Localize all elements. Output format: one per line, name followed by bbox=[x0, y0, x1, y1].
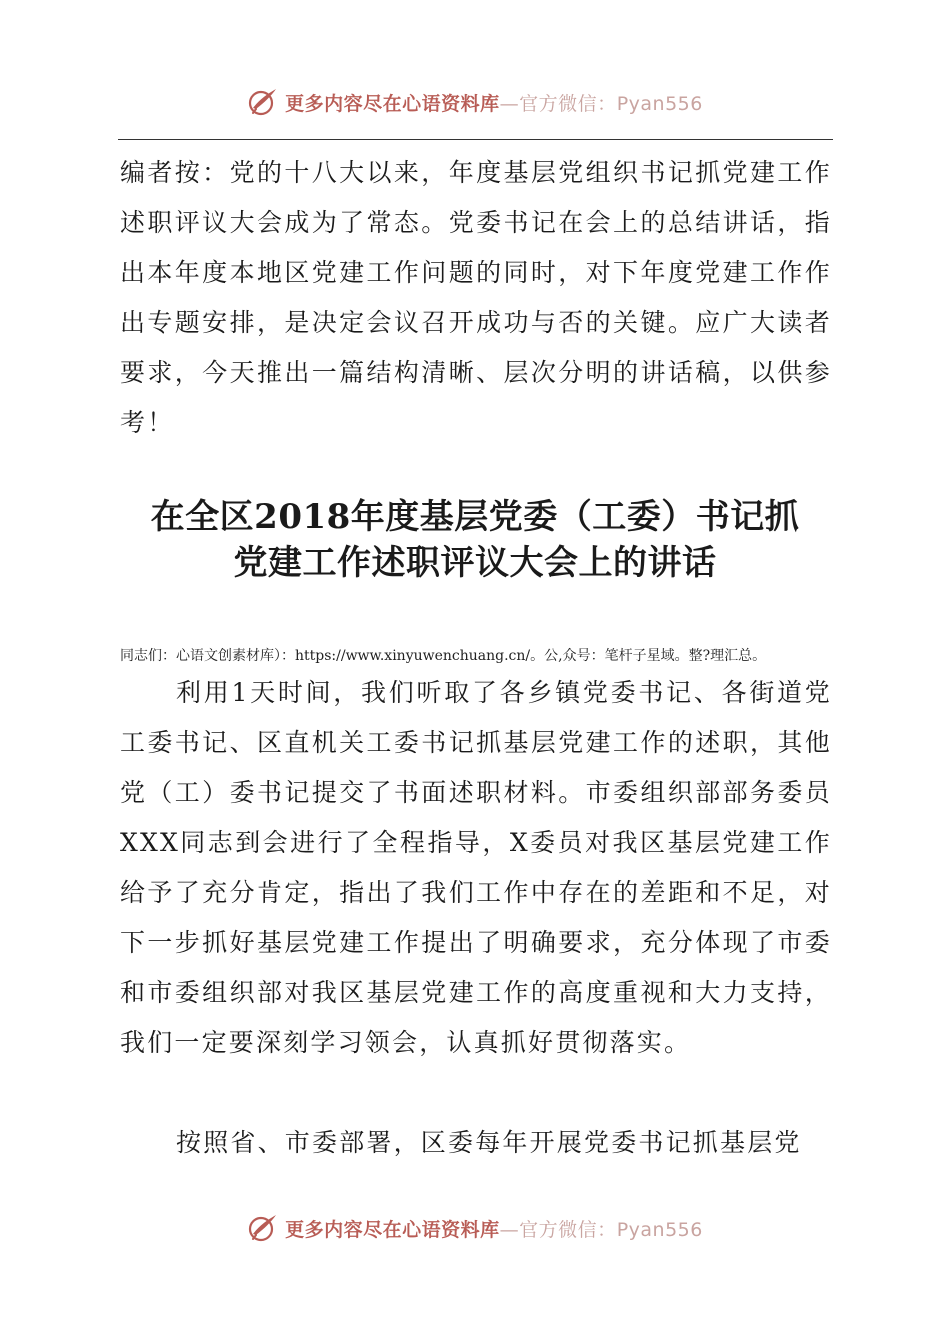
footer-label: 官方微信： bbox=[519, 1218, 617, 1241]
footer-banner-text bbox=[285, 1215, 703, 1242]
editor-note: 编者按：党的十八大以来，年度基层党组织书记抓党建工作述职评议大会成为了常态。党委书记在会上的总结讲话，指出本年度本地区党建工作问题的同时，对下年度党建工作作出专题安排，是决定会议召开成功与否的关键。应广大读者要求，今天推出一篇结构清晰、层次分明的讲话稿，以供参考！ bbox=[120, 158, 832, 437]
title-line-2: 党建工作述职评议大会上的讲话 bbox=[233, 543, 717, 583]
salutation-line: 同志们：心语文创素材库）：https://www.xinyuwenchuang.cn/。公,众号：笔杆子星域。整?理汇总。 bbox=[120, 648, 767, 664]
body-paragraph-1: 利用1天时间，我们听取了各乡镇党委书记、各街道党工委书记、区直机关工委书记抓基层党建工作的述职，其他党（工）委书记提交了书面述职材料。市委组织部部务委员XXX同志到会进行了全程指导，X委员对我区基层党建工作给予了充分肯定，指出了我们工作中存在的差距和不足，对下一步抓好基层党建工作提出了明确要求，充分体现了市委和市委组织部对我区基层党建工作的高度重视和大力支持，我们一定要深刻学习领会，认真抓好贯彻落实。 bbox=[120, 678, 832, 1057]
header-divider bbox=[118, 139, 833, 140]
header-label: 官方微信： bbox=[519, 92, 617, 115]
header-banner bbox=[0, 82, 950, 122]
quill-pen-logo-icon bbox=[247, 1212, 279, 1244]
header-handle: Pyan556 bbox=[616, 92, 703, 115]
header-brand: 更多内容尽在心语资料库 bbox=[285, 92, 500, 115]
footer-banner bbox=[0, 1208, 950, 1248]
footer-brand: 更多内容尽在心语资料库 bbox=[285, 1218, 500, 1241]
footer-handle: Pyan556 bbox=[616, 1218, 703, 1241]
title-line-1: 在全区2018年度基层党委（工委）书记抓 bbox=[150, 497, 800, 537]
body-paragraph-2: 按照省、市委部署，区委每年开展党委书记抓基层党 bbox=[176, 1128, 802, 1157]
header-banner-text bbox=[285, 89, 703, 116]
header-dash: — bbox=[499, 92, 520, 115]
document-title bbox=[110, 494, 840, 586]
footer-dash: — bbox=[499, 1218, 520, 1241]
quill-pen-logo-icon bbox=[247, 86, 279, 118]
